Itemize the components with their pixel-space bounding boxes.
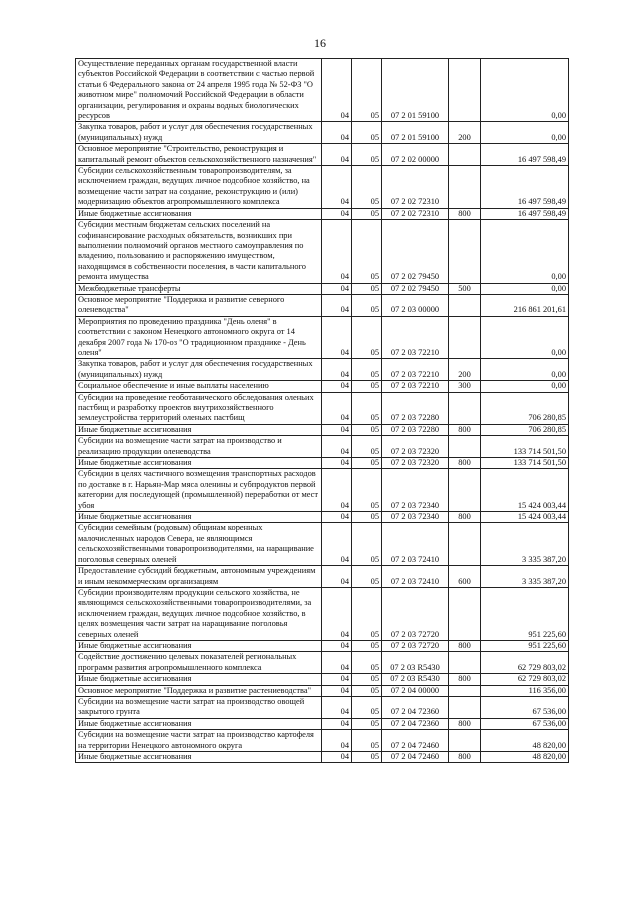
section-code: 04	[322, 220, 352, 283]
expense-type-code: 500	[449, 283, 481, 294]
target-article-code: 07 2 04 72360	[382, 696, 449, 718]
section-code: 04	[322, 696, 352, 718]
section-code: 04	[322, 294, 352, 316]
amount-value: 3 335 387,20	[481, 523, 569, 566]
table-row	[76, 458, 569, 469]
row-name: Иные бюджетные ассигнования	[76, 424, 322, 435]
subsection-code: 05	[352, 523, 382, 566]
target-article-code: 07 2 02 00000	[382, 144, 449, 166]
expense-type-code: 600	[449, 566, 481, 588]
table-row	[76, 381, 569, 392]
subsection-code: 05	[352, 436, 382, 458]
amount-value: 0,00	[481, 316, 569, 359]
section-code: 04	[322, 458, 352, 469]
target-article-code: 07 2 03 72280	[382, 392, 449, 424]
table-row	[76, 469, 569, 512]
target-article-code: 07 2 03 72340	[382, 512, 449, 523]
amount-value: 48 820,00	[481, 752, 569, 763]
table-row	[76, 523, 569, 566]
amount-value: 16 497 598,49	[481, 208, 569, 219]
section-code: 04	[322, 469, 352, 512]
subsection-code: 05	[352, 359, 382, 381]
row-name: Осуществление переданных органам государственной власти субъектов Российской Федерации в соответствии с частью первой статьи 6 Федерального закона от 24 апреля 1995 года № 52-ФЗ "О животном мире" полномочий Российской Федерации в области организации, регулирования и охраны водных биологических ресурсов	[76, 59, 322, 122]
section-code: 04	[322, 685, 352, 696]
table-row	[76, 718, 569, 729]
section-code: 04	[322, 166, 352, 209]
section-code: 04	[322, 523, 352, 566]
target-article-code: 07 2 03 72410	[382, 566, 449, 588]
amount-value: 16 497 598,49	[481, 166, 569, 209]
expense-type-code	[449, 652, 481, 674]
subsection-code: 05	[352, 294, 382, 316]
amount-value: 133 714 501,50	[481, 436, 569, 458]
target-article-code: 07 2 01 59100	[382, 59, 449, 122]
table-row	[76, 283, 569, 294]
subsection-code: 05	[352, 696, 382, 718]
target-article-code: 07 2 01 59100	[382, 122, 449, 144]
expense-type-code	[449, 685, 481, 696]
subsection-code: 05	[352, 316, 382, 359]
target-article-code: 07 2 04 72460	[382, 730, 449, 752]
subsection-code: 05	[352, 652, 382, 674]
row-name: Субсидии в целях частичного возмещения транспортных расходов по доставке в г. Нарьян-Мар мяса оленины и субпродуктов первой категории для последующей (промышленной) переработки от мест убоя	[76, 469, 322, 512]
table-row	[76, 587, 569, 640]
subsection-code: 05	[352, 59, 382, 122]
page-number: 16	[314, 36, 326, 50]
row-name: Закупка товаров, работ и услуг для обеспечения государственных (муниципальных) нужд	[76, 122, 322, 144]
row-name: Иные бюджетные ассигнования	[76, 674, 322, 685]
expense-type-code	[449, 220, 481, 283]
amount-value: 216 861 201,61	[481, 294, 569, 316]
row-name: Предоставление субсидий бюджетным, автономным учреждениям и иным некоммерческим организациям	[76, 566, 322, 588]
row-name: Основное мероприятие "Поддержка и развитие северного оленеводства"	[76, 294, 322, 316]
row-name: Иные бюджетные ассигнования	[76, 208, 322, 219]
expense-type-code: 800	[449, 718, 481, 729]
target-article-code: 07 2 02 72310	[382, 166, 449, 209]
amount-value: 0,00	[481, 359, 569, 381]
expense-type-code: 800	[449, 458, 481, 469]
row-name: Субсидии местным бюджетам сельских поселений на софинансирование расходных обязательств, возникших при выполнении полномочий органов местного самоуправления по владению, пользованию и распоряжению имуществом, находящимся в собственности поселения, в части капитального ремонта имущества	[76, 220, 322, 283]
row-name: Иные бюджетные ассигнования	[76, 512, 322, 523]
subsection-code: 05	[352, 220, 382, 283]
section-code: 04	[322, 392, 352, 424]
target-article-code: 07 2 03 R5430	[382, 652, 449, 674]
expense-type-code	[449, 469, 481, 512]
row-name: Закупка товаров, работ и услуг для обеспечения государственных (муниципальных) нужд	[76, 359, 322, 381]
table-row	[76, 392, 569, 424]
row-name: Субсидии на возмещение части затрат на производство и реализацию продукции оленеводства	[76, 436, 322, 458]
table-row	[76, 685, 569, 696]
amount-value: 0,00	[481, 381, 569, 392]
expense-type-code	[449, 696, 481, 718]
expense-type-code	[449, 436, 481, 458]
expense-type-code	[449, 730, 481, 752]
target-article-code: 07 2 03 72340	[382, 469, 449, 512]
subsection-code: 05	[352, 566, 382, 588]
amount-value: 67 536,00	[481, 696, 569, 718]
table-row	[76, 166, 569, 209]
subsection-code: 05	[352, 144, 382, 166]
subsection-code: 05	[352, 381, 382, 392]
row-name: Иные бюджетные ассигнования	[76, 458, 322, 469]
expense-type-code: 800	[449, 512, 481, 523]
row-name: Иные бюджетные ассигнования	[76, 752, 322, 763]
expense-type-code: 800	[449, 752, 481, 763]
section-code: 04	[322, 359, 352, 381]
target-article-code: 07 2 02 79450	[382, 220, 449, 283]
row-name: Содействие достижению целевых показателей региональных программ развития агропромышленного комплекса	[76, 652, 322, 674]
subsection-code: 05	[352, 392, 382, 424]
row-name: Социальное обеспечение и иные выплаты населению	[76, 381, 322, 392]
subsection-code: 05	[352, 166, 382, 209]
target-article-code: 07 2 03 R5430	[382, 674, 449, 685]
amount-value: 0,00	[481, 59, 569, 122]
row-name: Субсидии сельскохозяйственным товаропроизводителям, за исключением граждан, ведущих личное подсобное хозяйство, на возмещение части затрат на создание, реконструкцию и (или) модернизацию объектов агропромышленного комплекса	[76, 166, 322, 209]
target-article-code: 07 2 03 72320	[382, 458, 449, 469]
section-code: 04	[322, 674, 352, 685]
subsection-code: 05	[352, 208, 382, 219]
amount-value: 133 714 501,50	[481, 458, 569, 469]
amount-value: 0,00	[481, 283, 569, 294]
expense-type-code: 200	[449, 359, 481, 381]
subsection-code: 05	[352, 512, 382, 523]
amount-value: 0,00	[481, 122, 569, 144]
subsection-code: 05	[352, 685, 382, 696]
table-row	[76, 674, 569, 685]
target-article-code: 07 2 03 72720	[382, 640, 449, 651]
table-row	[76, 566, 569, 588]
row-name: Субсидии производителям продукции сельского хозяйства, не являющимся сельскохозяйственными товаропроизводителями, за исключением граждан, ведущих личное подсобное хозяйство, в целях возмещения части затрат на наращивание поголовья северных оленей	[76, 587, 322, 640]
amount-value: 48 820,00	[481, 730, 569, 752]
amount-value: 951 225,60	[481, 587, 569, 640]
expense-type-code	[449, 316, 481, 359]
section-code: 04	[322, 566, 352, 588]
table-row	[76, 436, 569, 458]
subsection-code: 05	[352, 283, 382, 294]
amount-value: 706 280,85	[481, 392, 569, 424]
amount-value: 3 335 387,20	[481, 566, 569, 588]
section-code: 04	[322, 59, 352, 122]
expense-type-code	[449, 587, 481, 640]
target-article-code: 07 2 03 00000	[382, 294, 449, 316]
amount-value: 706 280,85	[481, 424, 569, 435]
amount-value: 15 424 003,44	[481, 469, 569, 512]
subsection-code: 05	[352, 424, 382, 435]
table-row	[76, 59, 569, 122]
target-article-code: 07 2 03 72210	[382, 359, 449, 381]
section-code: 04	[322, 316, 352, 359]
subsection-code: 05	[352, 718, 382, 729]
row-name: Иные бюджетные ассигнования	[76, 718, 322, 729]
amount-value: 62 729 803,02	[481, 674, 569, 685]
expense-type-code	[449, 59, 481, 122]
expense-type-code: 800	[449, 640, 481, 651]
section-code: 04	[322, 122, 352, 144]
expense-type-code	[449, 523, 481, 566]
expense-type-code	[449, 144, 481, 166]
subsection-code: 05	[352, 674, 382, 685]
amount-value: 67 536,00	[481, 718, 569, 729]
row-name: Иные бюджетные ассигнования	[76, 640, 322, 651]
table-row	[76, 208, 569, 219]
section-code: 04	[322, 436, 352, 458]
subsection-code: 05	[352, 752, 382, 763]
section-code: 04	[322, 587, 352, 640]
table-row	[76, 359, 569, 381]
subsection-code: 05	[352, 458, 382, 469]
subsection-code: 05	[352, 122, 382, 144]
amount-value: 15 424 003,44	[481, 512, 569, 523]
table-row	[76, 512, 569, 523]
table-row	[76, 144, 569, 166]
amount-value: 0,00	[481, 220, 569, 283]
target-article-code: 07 2 03 72210	[382, 381, 449, 392]
expense-type-code: 300	[449, 381, 481, 392]
row-name: Мероприятия по проведению праздника "День оленя" в соответствии с законом Ненецкого автономного округа от 14 декабря 2007 года № 170-оз "О традиционном празднике - День оленя"	[76, 316, 322, 359]
subsection-code: 05	[352, 640, 382, 651]
table-row	[76, 122, 569, 144]
expense-type-code: 800	[449, 208, 481, 219]
target-article-code: 07 2 02 79450	[382, 283, 449, 294]
target-article-code: 07 2 04 72460	[382, 752, 449, 763]
table-row	[76, 652, 569, 674]
table-row	[76, 316, 569, 359]
table-row	[76, 294, 569, 316]
table-row	[76, 220, 569, 283]
target-article-code: 07 2 03 72720	[382, 587, 449, 640]
expense-type-code	[449, 294, 481, 316]
table-row	[76, 696, 569, 718]
subsection-code: 05	[352, 587, 382, 640]
expense-type-code: 800	[449, 424, 481, 435]
amount-value: 116 356,00	[481, 685, 569, 696]
amount-value: 951 225,60	[481, 640, 569, 651]
section-code: 04	[322, 640, 352, 651]
table-row	[76, 752, 569, 763]
target-article-code: 07 2 04 00000	[382, 685, 449, 696]
target-article-code: 07 2 04 72360	[382, 718, 449, 729]
expense-type-code: 800	[449, 674, 481, 685]
expense-type-code: 200	[449, 122, 481, 144]
row-name: Субсидии семейным (родовым) общинам коренных малочисленных народов Севера, не являющимся сельскохозяйственными товаропроизводителями, на наращивание поголовья северных оленей	[76, 523, 322, 566]
section-code: 04	[322, 512, 352, 523]
target-article-code: 07 2 02 72310	[382, 208, 449, 219]
section-code: 04	[322, 752, 352, 763]
table-row	[76, 424, 569, 435]
section-code: 04	[322, 652, 352, 674]
row-name: Субсидии на возмещение части затрат на производство овощей закрытого грунта	[76, 696, 322, 718]
section-code: 04	[322, 424, 352, 435]
expense-type-code	[449, 392, 481, 424]
section-code: 04	[322, 730, 352, 752]
subsection-code: 05	[352, 730, 382, 752]
target-article-code: 07 2 03 72410	[382, 523, 449, 566]
section-code: 04	[322, 144, 352, 166]
row-name: Основное мероприятие "Строительство, реконструкция и капитальный ремонт объектов сельскохозяйственного назначения"	[76, 144, 322, 166]
section-code: 04	[322, 208, 352, 219]
section-code: 04	[322, 381, 352, 392]
amount-value: 62 729 803,02	[481, 652, 569, 674]
section-code: 04	[322, 718, 352, 729]
subsection-code: 05	[352, 469, 382, 512]
expense-type-code	[449, 166, 481, 209]
target-article-code: 07 2 03 72210	[382, 316, 449, 359]
row-name: Субсидии на проведение геоботанического обследования оленьих пастбищ и разработку проектов внутрихозяйственного землеустройства территорий оленьих пастбищ	[76, 392, 322, 424]
row-name: Субсидии на возмещение части затрат на производство картофеля на территории Ненецкого автономного округа	[76, 730, 322, 752]
amount-value: 16 497 598,49	[481, 144, 569, 166]
table-row	[76, 640, 569, 651]
row-name: Межбюджетные трансферты	[76, 283, 322, 294]
target-article-code: 07 2 03 72320	[382, 436, 449, 458]
budget-table	[75, 58, 569, 763]
row-name: Основное мероприятие "Поддержка и развитие растениеводства"	[76, 685, 322, 696]
target-article-code: 07 2 03 72280	[382, 424, 449, 435]
section-code: 04	[322, 283, 352, 294]
table-row	[76, 730, 569, 752]
